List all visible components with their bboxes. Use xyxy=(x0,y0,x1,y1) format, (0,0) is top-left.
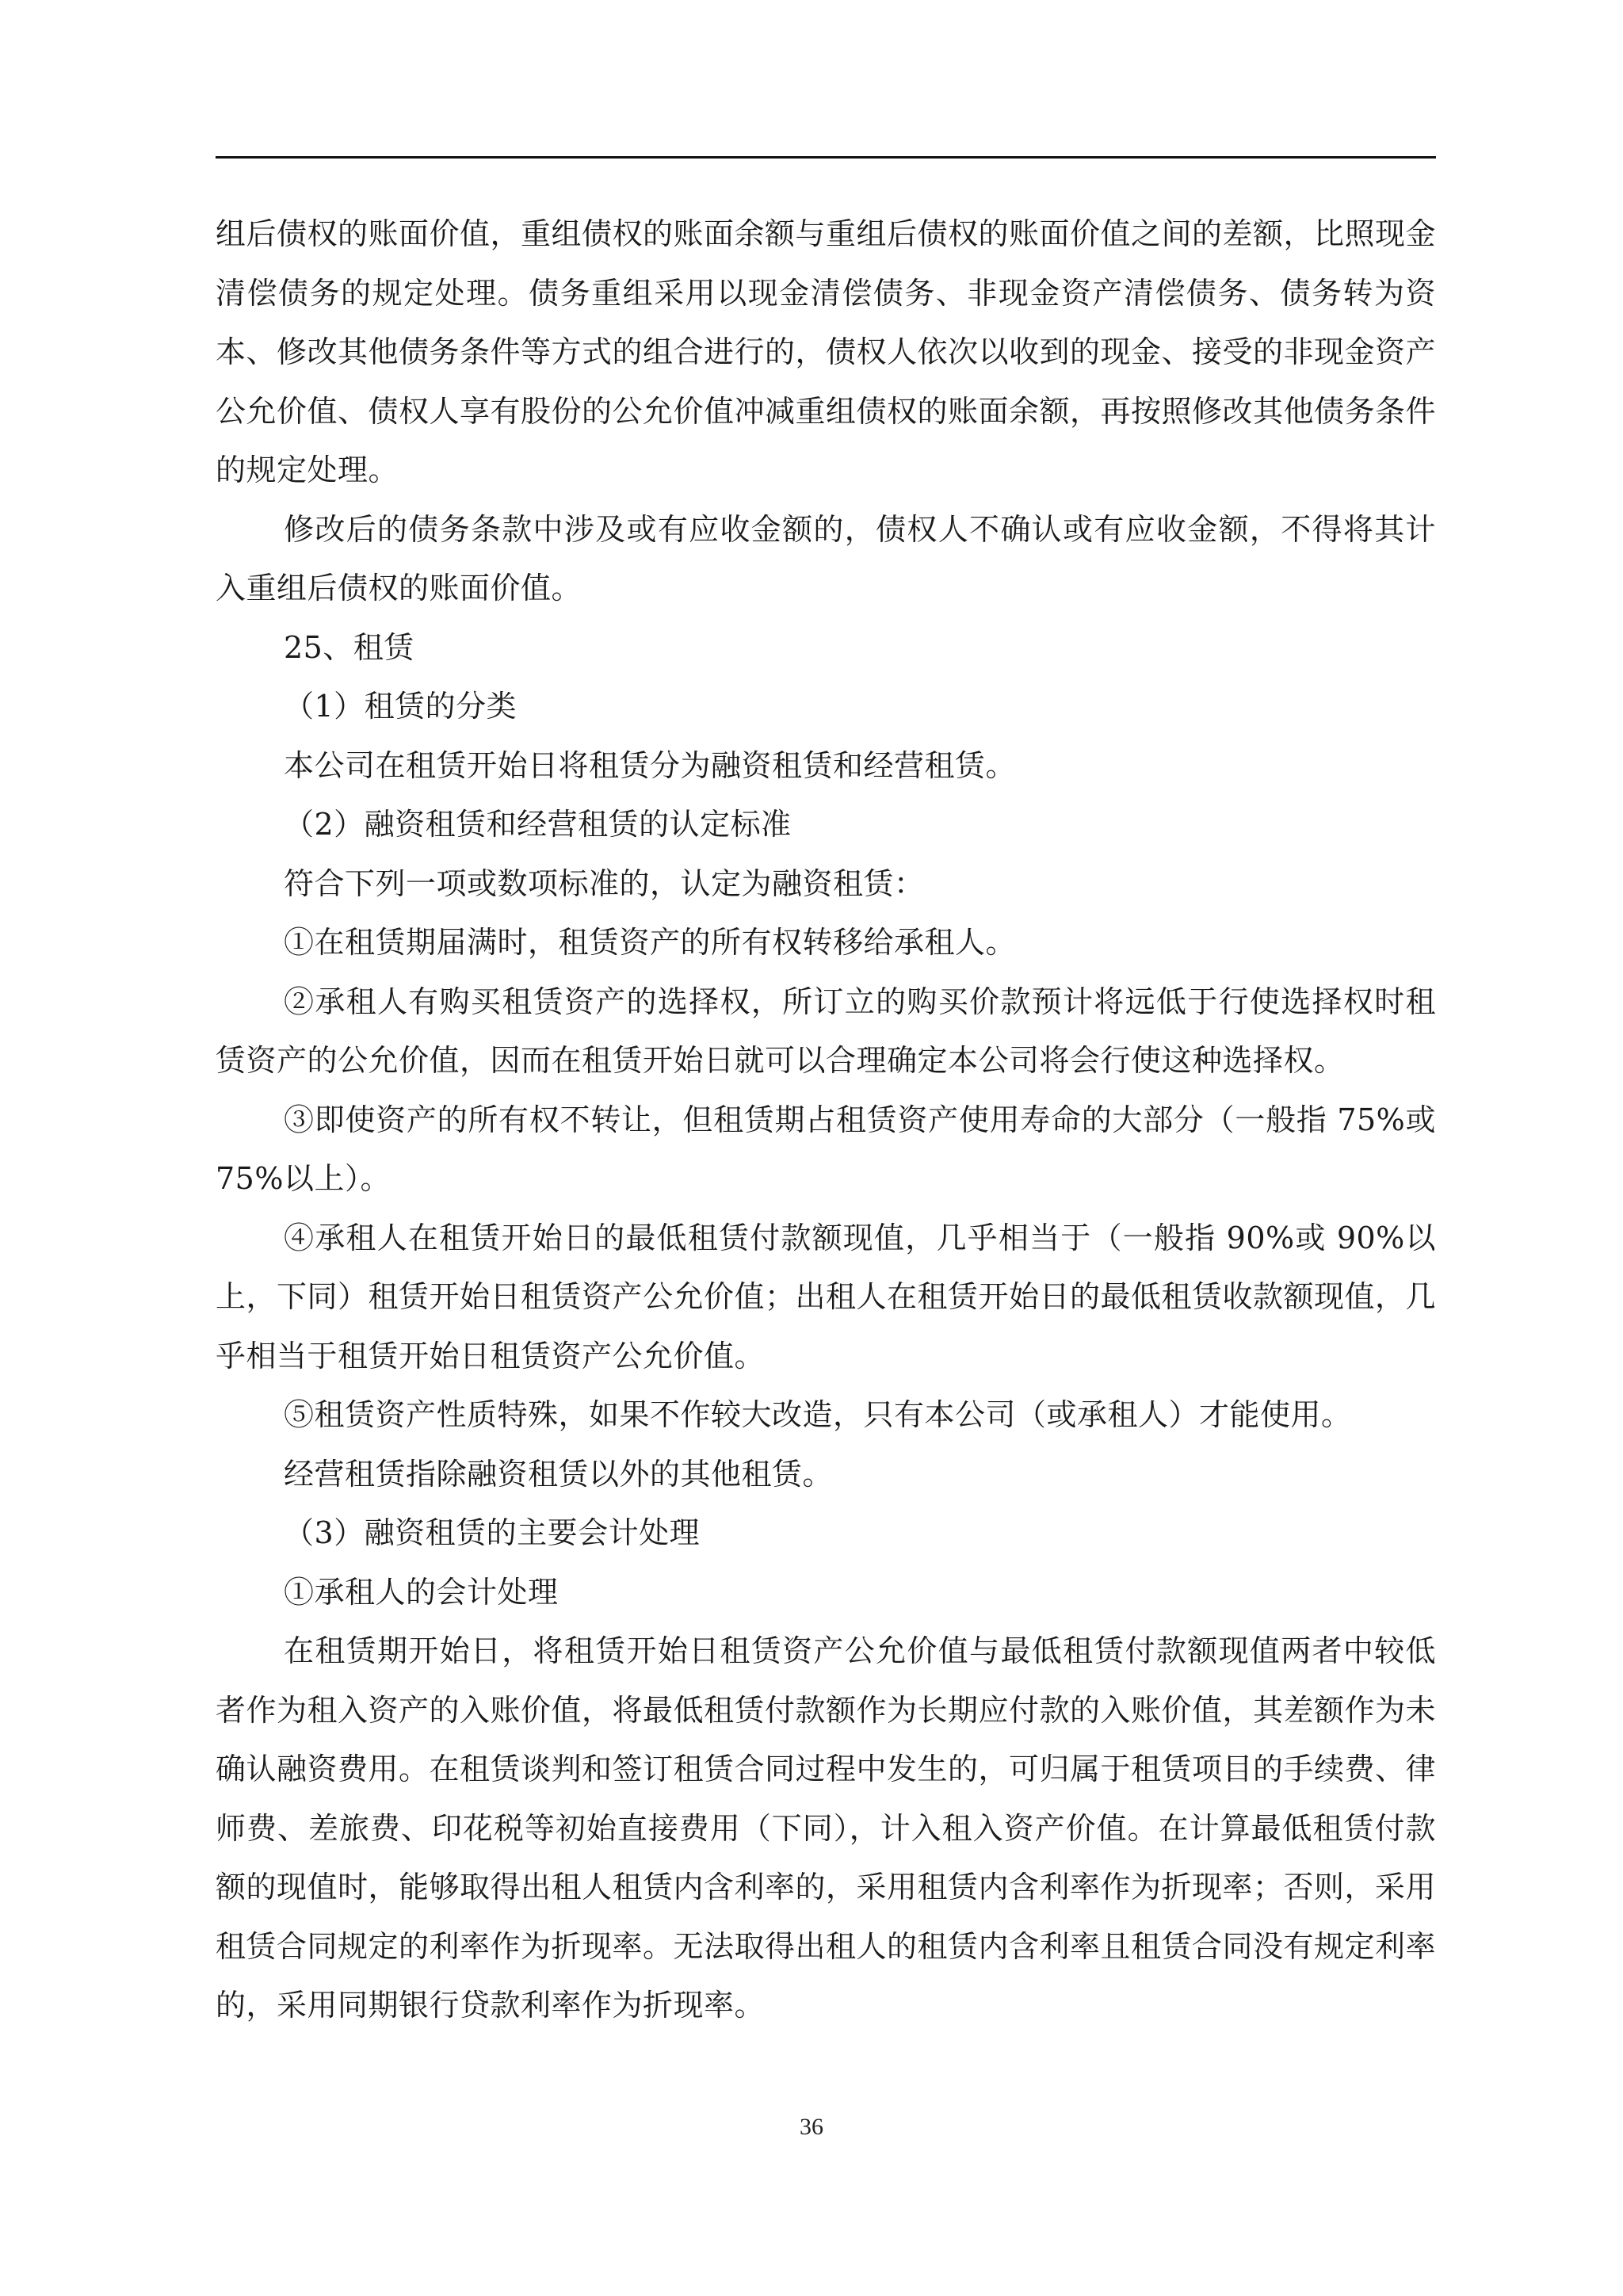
paragraph-contingent-receivable: 修改后的债务条款中涉及或有应收金额的，债权人不确认或有应收金额，不得将其计入重组后债权的账面价值。 xyxy=(216,511,1436,606)
subheading-lessee-accounting: ①承租人的会计处理 xyxy=(284,1574,559,1610)
document-body xyxy=(216,204,1436,2035)
criterion-5: ⑤租赁资产性质特殊，如果不作较大改造，只有本公司（或承租人）才能使用。 xyxy=(284,1397,1352,1432)
criterion-1: ①在租赁期届满时，租赁资产的所有权转移给承租人。 xyxy=(284,925,1017,960)
page-number: 36 xyxy=(800,2114,823,2140)
subheading-lease-classification: （1）租赁的分类 xyxy=(284,689,517,724)
section-heading-lease: 25、租赁 xyxy=(284,629,414,665)
paragraph-continuation: 组后债权的账面价值，重组债权的账面余额与重组后债权的账面价值之间的差额，比照现金清偿债务的规定处理。债务重组采用以现金清偿债务、非现金资产清偿债务、债务转为资本、修改其他债务条件等方式的组合进行的，债权人依次以收到的现金、接受的非现金资产公允价值、债权人享有股份的公允价值冲减重组债权的账面余额，再按照修改其他债务条件的规定处理。 xyxy=(216,216,1437,487)
paragraph-criteria-intro: 符合下列一项或数项标准的，认定为融资租赁： xyxy=(284,865,925,901)
subheading-recognition-criteria: （2）融资租赁和经营租赁的认定标准 xyxy=(284,807,792,842)
criterion-3: ③即使资产的所有权不转让，但租赁期占租赁资产使用寿命的大部分（一般指 75%或 75%以上）。 xyxy=(216,1102,1436,1196)
criterion-4: ④承租人在租赁开始日的最低租赁付款额现值，几乎相当于（一般指 90%或 90%以上，下同）租赁开始日租赁资产公允价值；出租人在租赁开始日的最低租赁收款额现值，几乎相当于租赁开始日租赁资产公允价值。 xyxy=(216,1220,1437,1373)
paragraph-lessee-accounting: 在租赁期开始日，将租赁开始日租赁资产公允价值与最低租赁付款额现值两者中较低者作为租入资产的入账价值，将最低租赁付款额作为长期应付款的入账价值，其差额作为未确认融资费用。在租赁谈判和签订租赁合同过程中发生的，可归属于租赁项目的手续费、律师费、差旅费、印花税等初始直接费用（下同），计入租入资产价值。在计算最低租赁付款额的现值时，能够取得出租人租赁内含利率的，采用租赁内含利率作为折现率；否则，采用租赁合同规定的利率作为折现率。无法取得出租人的租赁内含利率且租赁合同没有规定利率的，采用同期银行贷款利率作为折现率。 xyxy=(216,1633,1437,2023)
paragraph-classification: 本公司在租赁开始日将租赁分为融资租赁和经营租赁。 xyxy=(284,747,1017,783)
subheading-finance-lease-accounting: （3）融资租赁的主要会计处理 xyxy=(284,1515,701,1550)
criterion-2: ②承租人有购买租赁资产的选择权，所订立的购买价款预计将远低于行使选择权时租赁资产的公允价值，因而在租赁开始日就可以合理确定本公司将会行使这种选择权。 xyxy=(216,984,1436,1078)
header-rule xyxy=(216,156,1436,159)
paragraph-operating-lease: 经营租赁指除融资租赁以外的其他租赁。 xyxy=(284,1456,834,1492)
